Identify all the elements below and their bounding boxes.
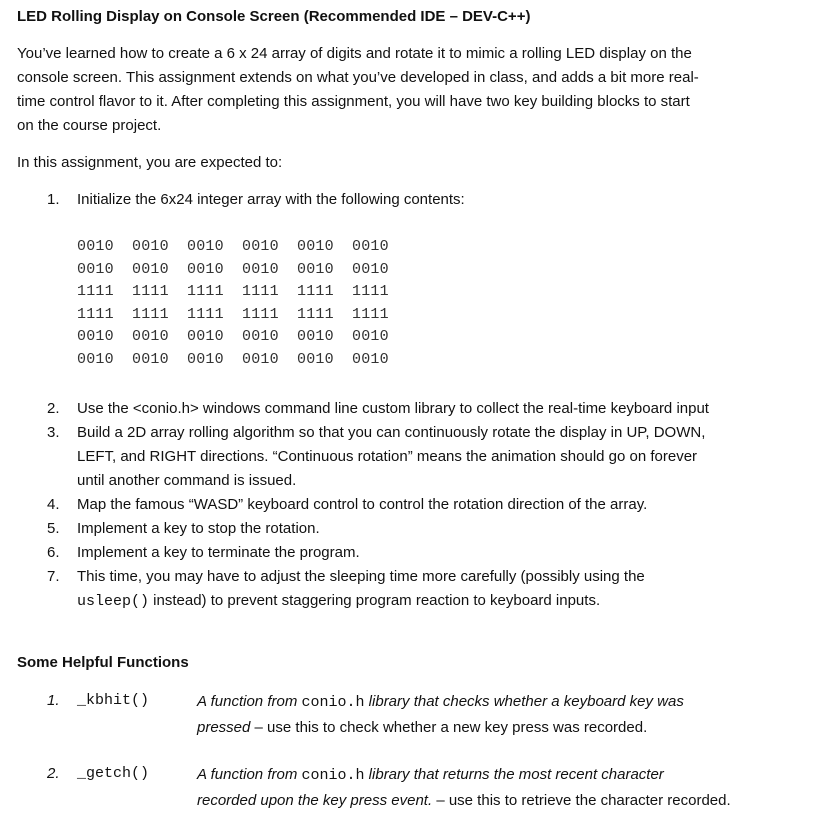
task-text: [77, 397, 709, 421]
task-text: [77, 188, 465, 212]
function-name: _getch(): [77, 765, 150, 782]
usleep-code: usleep(): [77, 593, 150, 610]
digit-matrix: [77, 236, 407, 371]
matrix-row: 0010 0010 0010 0010 0010 0010: [77, 328, 389, 345]
matrix-row: 0010 0010 0010 0010 0010 0010: [77, 238, 389, 255]
matrix-row: 1111 1111 1111 1111 1111 1111: [77, 305, 389, 323]
document-title: LED Rolling Display on Console Screen (Recommended IDE – DEV-C++): [17, 8, 531, 25]
task-line: LEFT, and RIGHT directions. “Continuous rotation” means the animation should go on forever: [77, 448, 698, 465]
function-description: A function from conio.h library that returns the most recent character recorded upon the key press event. – use this to retrieve the character recorded.: [197, 766, 731, 809]
intro-line: console screen. This assignment extends on what you’ve developed in class, and adds a bit more real-: [17, 69, 699, 86]
task-line: Implement a key to terminate the program.: [77, 544, 360, 561]
task-text: [77, 421, 705, 493]
matrix-row: 1111 1111 1111 1111 1111 1111: [77, 283, 389, 300]
task-line: Build a 2D array rolling algorithm so that you can continuously rotate the display in UP, DOWN,: [77, 424, 706, 441]
task-line: Initialize the 6x24 integer array with the following contents:: [77, 191, 465, 208]
task-number: 4.: [47, 496, 60, 513]
task-number: 5.: [47, 520, 60, 537]
task-text: [77, 493, 647, 517]
expected-text: In this assignment, you are expected to:: [17, 154, 283, 171]
task-number: 6.: [47, 544, 60, 561]
task-line: until another command is issued.: [77, 472, 297, 489]
function-description: A function from conio.h library that checks whether a keyboard key was pressed – use this to check whether a new key press was recorded.: [197, 693, 684, 736]
intro-paragraph: [17, 42, 807, 138]
task-number: 7.: [47, 568, 60, 585]
task-line: Map the famous “WASD” keyboard control to control the rotation direction of the array.: [77, 496, 648, 513]
task-number: 2.: [47, 400, 60, 417]
task-line: usleep() instead) to prevent staggering program reaction to keyboard inputs.: [77, 592, 601, 610]
task-text: [77, 565, 645, 614]
task-line: This time, you may have to adjust the sleeping time more carefully (possibly using the: [77, 568, 645, 585]
matrix-row: 0010 0010 0010 0010 0010 0010: [77, 350, 389, 368]
matrix-row: 0010 0010 0010 0010 0010 0010: [77, 260, 389, 278]
intro-line: on the course project.: [17, 117, 162, 134]
function-number: 1.: [47, 692, 60, 709]
helpful-functions-heading: Some Helpful Functions: [17, 654, 189, 671]
task-number: 3.: [47, 424, 60, 441]
task-line: Use the <conio.h> windows command line custom library to collect the real-time keyboard input: [77, 400, 709, 417]
task-text: [77, 541, 360, 565]
task-line: Implement a key to stop the rotation.: [77, 520, 320, 537]
intro-line: time control flavor to it. After completing this assignment, you will have two key building blocks to start: [17, 93, 690, 110]
task-number: 1.: [47, 191, 60, 208]
intro-line: You’ve learned how to create a 6 x 24 array of digits and rotate it to mimic a rolling LED display on the: [17, 45, 692, 62]
function-name: _kbhit(): [77, 692, 150, 709]
function-number: 2.: [47, 765, 60, 782]
task-text: [77, 517, 320, 541]
